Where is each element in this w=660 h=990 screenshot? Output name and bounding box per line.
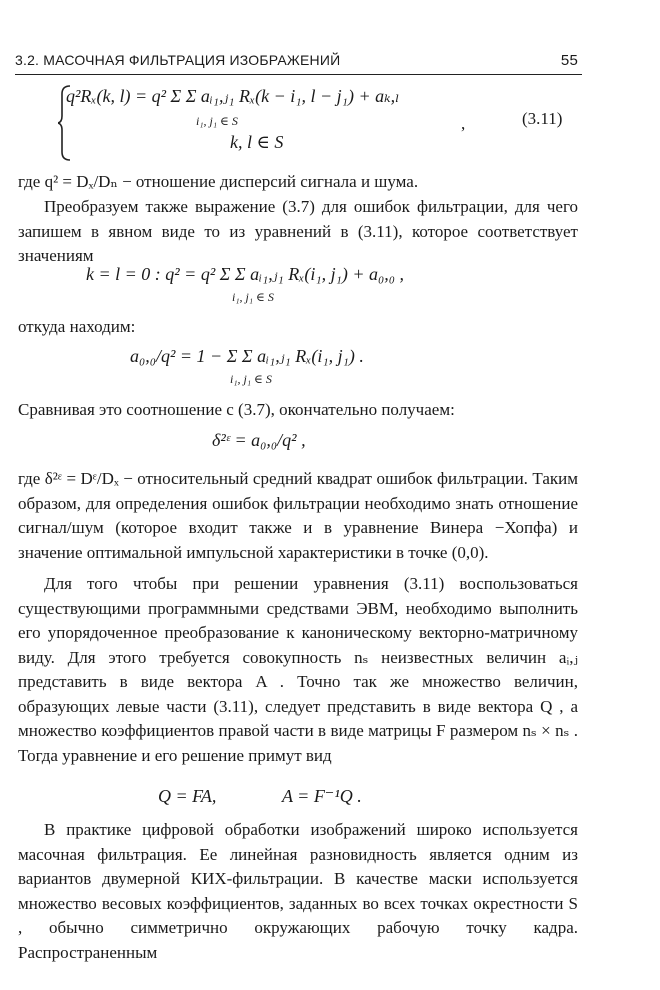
- paragraph-solve: Для того чтобы при решении уравнения (3.11) воспользоваться существующими программными средствами ЭВМ, необходимо выполнить его упорядоченное преобразование к каноническому векторно-матричному виду. Для этого требуется совокупность nₛ неизвестных величин aᵢ,ⱼ представить в виде вектора A . Точно так же множество величин, образующих левые части (3.11), следует представить в виде вектора Q , а множество коэффициентов правой части в виде матрицы F размером nₛ × nₛ . Тогда уравнение и его решение примут вид: [18, 574, 578, 765]
- paragraph-mask: В практике цифровой обработки изображений широко используется масочная фильтрация. Ее линейная разновидность является одним из вариантов двумерной КИХ-фильтрации. В качестве маски используется множество весовых коэффициентов, заданных во всех точках окрестности S , обычно симметрично окружающих рабочую точку кадра. Распространенным: [18, 820, 578, 962]
- equation-delta: δ²ᵋ = a₀,₀/q² ,: [212, 430, 306, 450]
- eq-k-l-zero-index: i₁, j₁ ∈ S: [232, 290, 274, 304]
- eq311-label: (3.11): [522, 109, 563, 128]
- paragraph-transform: Преобразуем также выражение (3.7) для ошибок фильтрации, для чего запишем в явном виде то из уравнений в (3.11), которое соответствует значениям: [18, 197, 578, 265]
- eq311-line2: k, l ∈ S: [230, 132, 284, 152]
- equation-a00: [130, 346, 550, 396]
- equation-QFA: Q = FA,: [158, 786, 217, 806]
- whence-line: откуда находим:: [18, 317, 136, 336]
- where-q-line: где q² = Dₓ/Dₙ − отношение дисперсий сигнала и шума.: [18, 172, 419, 191]
- equation-AFQ: A = F⁻¹Q .: [282, 786, 362, 806]
- eq311-comma: ,: [461, 114, 466, 133]
- page-number: 55: [560, 52, 578, 69]
- comparing-line: Сравнивая это соотношение с (3.7), окончательно получаем:: [18, 400, 455, 419]
- eq-k-l-zero-main: k = l = 0 : q² = q² Σ Σ aᵢ₁,ⱼ₁ Rₓ(i₁, j₁) + a₀,₀ ,: [86, 264, 405, 284]
- running-header: [15, 52, 580, 72]
- eq-a00-index: i₁, j₁ ∈ S: [230, 372, 272, 386]
- running-title: 3.2. МАСОЧНАЯ ФИЛЬТРАЦИЯ ИЗОБРАЖЕНИЙ: [15, 52, 341, 68]
- eq-a00-main: a₀,₀/q² = 1 − Σ Σ aᵢ₁,ⱼ₁ Rₓ(i₁, j₁) .: [130, 346, 364, 366]
- equation-3-11: [58, 82, 578, 162]
- eq311-line1: q²Rₓ(k, l) = q² Σ Σ aᵢ₁,ⱼ₁ Rₓ(k − i₁, l − j₁) + aₖ,ₗ: [66, 86, 400, 106]
- equation-k-l-zero: [86, 264, 566, 314]
- paragraph-delta: где δ²ᵋ = Dᵋ/Dₓ − относительный средний квадрат ошибок фильтрации. Таким образом, для определения ошибок фильтрации необходимо знать отношение сигнал/шум (которое входит также и в уравнение Винера −Хопфа) и значение оптимальной импульсной характеристики в точке (0,0).: [18, 469, 578, 562]
- header-rule: [15, 74, 582, 75]
- eq311-sum-index: i₁, j₁ ∈ S: [196, 114, 238, 128]
